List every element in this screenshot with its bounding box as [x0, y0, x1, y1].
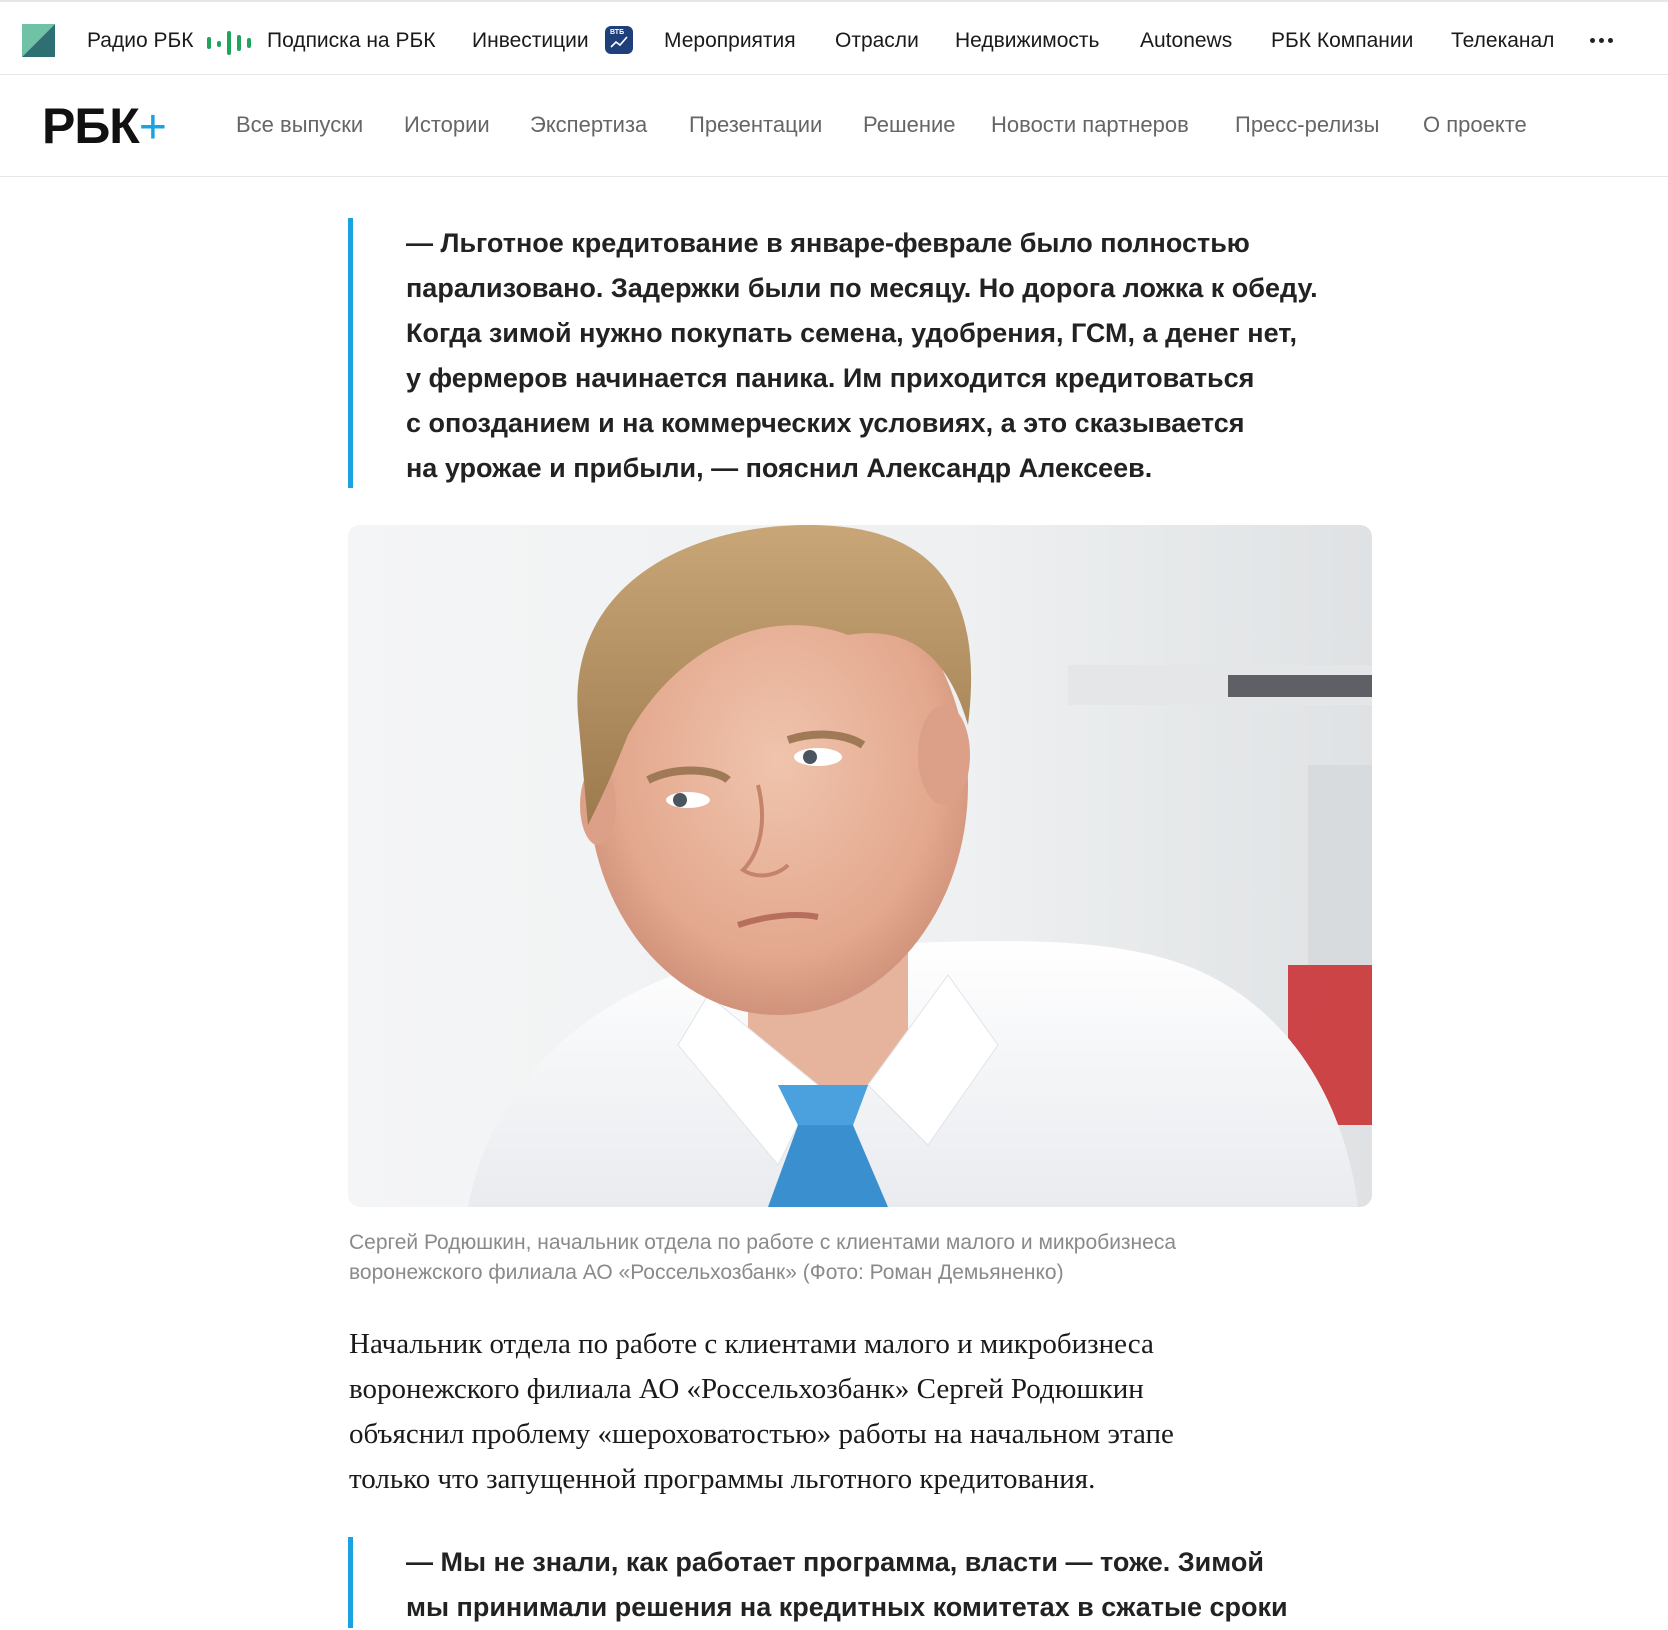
topbar-item-rbc-companies[interactable]: РБК Компании [1271, 29, 1414, 52]
paragraph-line: только что запущенной программы льготного кредитования. [349, 1463, 1096, 1495]
more-horizontal-icon[interactable] [1588, 32, 1616, 48]
quote-line: Когда зимой нужно покупать семена, удобрения, ГСМ, а денег нет, [406, 318, 1297, 348]
article-quote [348, 1537, 1373, 1628]
paragraph-line: объяснил проблему «шероховатостью» работы на начальном этапе [349, 1418, 1174, 1450]
caption-line: воронежского филиала АО «Россельхозбанк» (Фото: Роман Демьяненко) [349, 1261, 1064, 1284]
nav-decision[interactable]: Решение [863, 112, 956, 137]
topbar-item-realty[interactable]: Недвижимость [955, 29, 1100, 52]
quote-line: — Мы не знали, как работает программа, власти — тоже. Зимой [406, 1547, 1264, 1577]
nav-expertise[interactable]: Экспертиза [530, 112, 648, 137]
top-navigation-bar [0, 0, 1668, 75]
quote-line: у фермеров начинается паника. Им приходится кредитоваться [406, 363, 1255, 393]
nav-stories[interactable]: Истории [404, 112, 490, 137]
topbar-item-subscription[interactable]: Подписка на РБК [267, 29, 436, 52]
topbar-item-autonews[interactable]: Autonews [1140, 29, 1233, 52]
nav-all-issues[interactable]: Все выпуски [236, 112, 364, 137]
article-photo [348, 525, 1372, 1207]
topbar-item-tv[interactable]: Телеканал [1451, 29, 1555, 52]
topbar-item-industries[interactable]: Отрасли [835, 29, 919, 52]
article-quote [348, 218, 1373, 488]
quote-line: — Льготное кредитование в январе-феврале было полностью [406, 228, 1250, 258]
paragraph-line: Начальник отдела по работе с клиентами малого и микробизнеса [349, 1328, 1154, 1360]
quote-line: мы принимали решения на кредитных комитетах в сжатые сроки [406, 1592, 1288, 1622]
logo-plus: + [138, 101, 166, 154]
nav-partner-news[interactable]: Новости партнеров [991, 112, 1189, 137]
nav-about[interactable]: О проекте [1423, 112, 1527, 137]
section-header [0, 76, 1668, 177]
rbk-plus-logo[interactable] [42, 98, 166, 154]
topbar-item-radio[interactable]: Радио РБК [87, 29, 194, 52]
radio-equalizer-icon[interactable] [206, 31, 252, 55]
quote-line: с опозданием и на коммерческих условиях, а это сказывается [406, 408, 1245, 438]
vtb-badge-icon[interactable] [605, 26, 633, 54]
topbar-item-events[interactable]: Мероприятия [664, 29, 796, 52]
nav-press-releases[interactable]: Пресс-релизы [1235, 112, 1380, 137]
photo-caption [349, 1228, 1349, 1288]
rbc-logo-icon[interactable] [22, 24, 55, 57]
logo-text: РБК [42, 98, 139, 154]
caption-line: Сергей Родюшкин, начальник отдела по работе с клиентами малого и микробизнеса [349, 1231, 1177, 1254]
quote-line: на урожае и прибыли, — пояснил Александр Алексеев. [406, 453, 1153, 483]
nav-presentations[interactable]: Презентации [689, 112, 823, 137]
vtb-badge-text: ВТБ [610, 29, 625, 36]
article-paragraph [349, 1322, 1349, 1502]
quote-line: парализовано. Задержки были по месяцу. Но дорога ложка к обеду. [406, 273, 1318, 303]
portrait-photo [348, 525, 1372, 1207]
paragraph-line: воронежского филиала АО «Россельхозбанк» Сергей Родюшкин [349, 1373, 1144, 1405]
topbar-item-investments[interactable]: Инвестиции [472, 29, 589, 52]
